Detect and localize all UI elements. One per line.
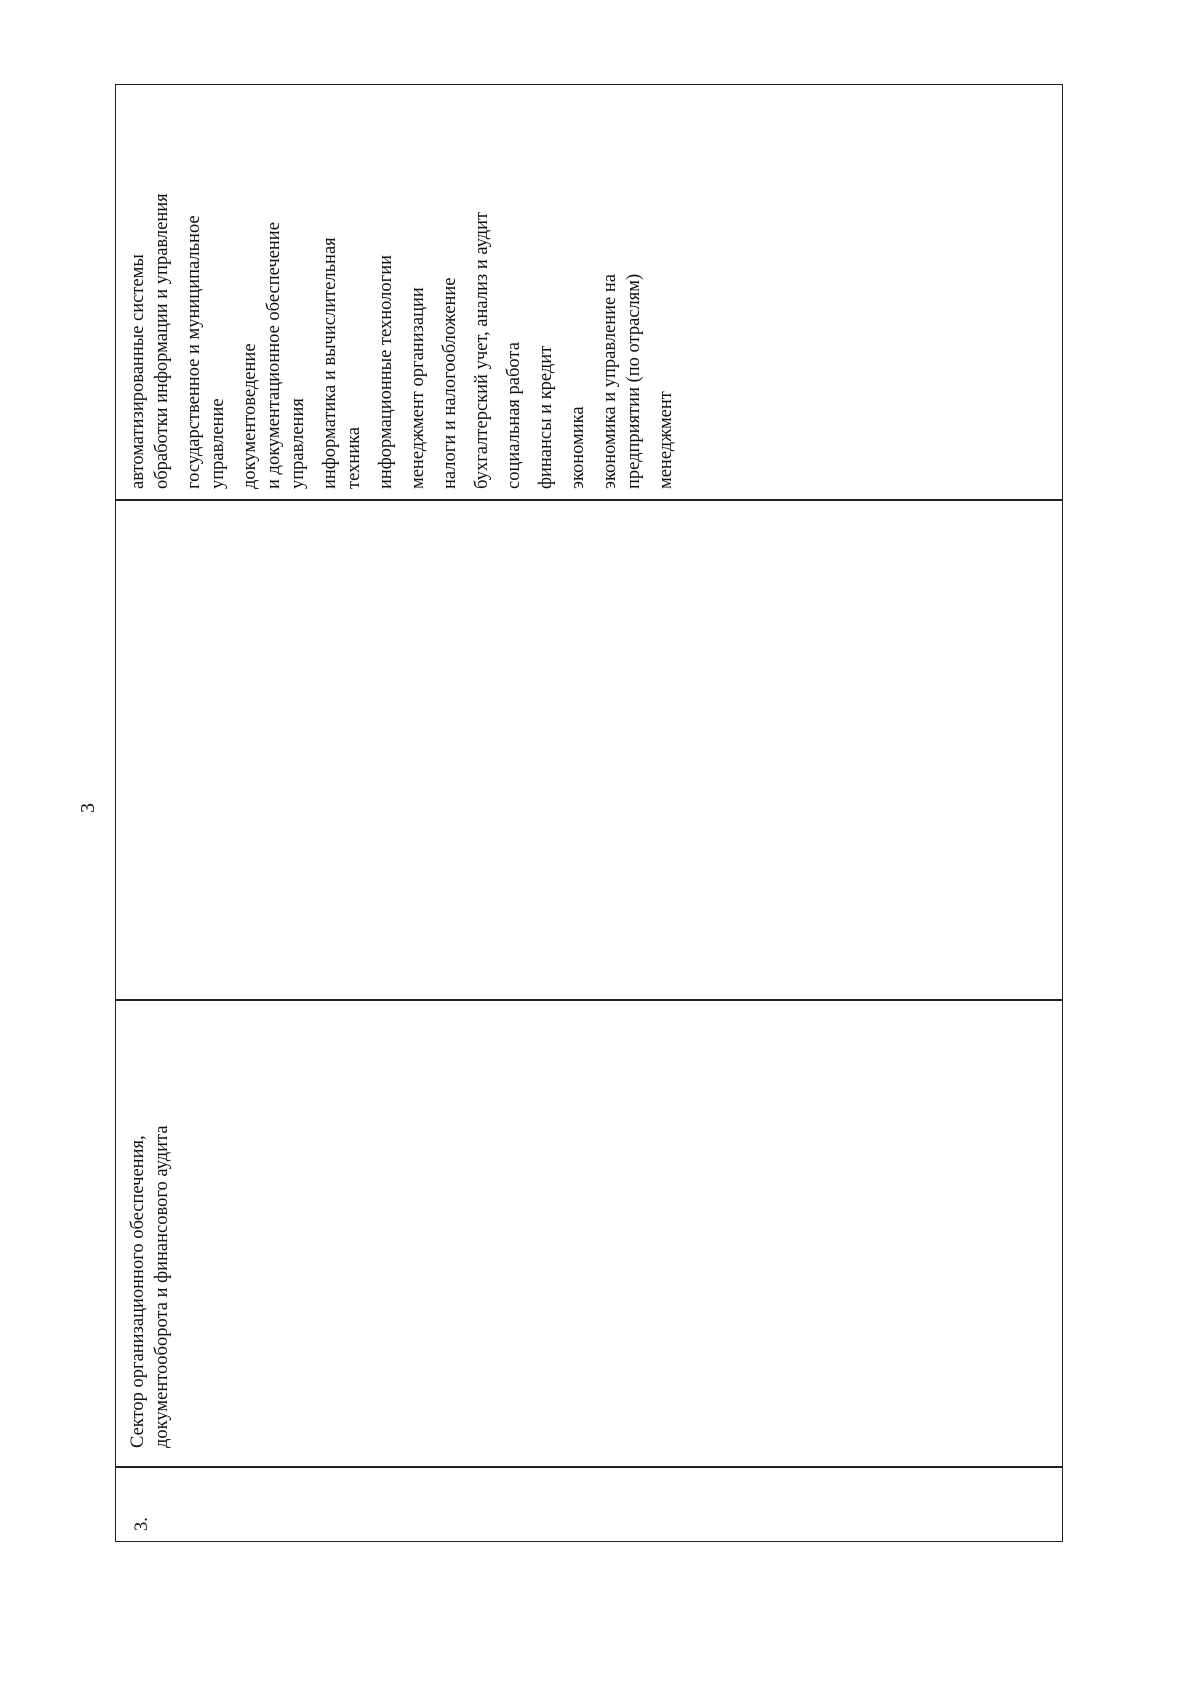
specialties-list <box>126 69 686 489</box>
page-number: 3 <box>76 803 99 813</box>
specialty-line: менеджмент организации <box>408 287 428 489</box>
specialty-item <box>598 69 646 489</box>
specialty-line: информационные технологии <box>376 255 396 489</box>
specialty-item <box>566 69 590 489</box>
positions-table <box>115 84 1063 1542</box>
unit-name-line: документооборота и финансового аудита <box>152 1125 172 1448</box>
table-row-divider <box>116 499 1062 501</box>
specialty-line: экономика <box>568 406 588 489</box>
row-number: 3. <box>132 1517 152 1531</box>
specialty-item <box>438 69 462 489</box>
specialty-line: документоведение <box>240 343 260 489</box>
specialty-item <box>182 69 230 489</box>
specialty-item <box>126 69 174 489</box>
specialty-line: менеджмент <box>656 391 676 489</box>
specialty-item <box>502 69 526 489</box>
specialty-item <box>654 69 678 489</box>
specialty-line: экономика и управление на <box>600 273 620 489</box>
specialty-item <box>470 69 494 489</box>
table-row-divider <box>116 1466 1062 1468</box>
specialty-line: бухгалтерский учет, анализ и аудит <box>472 211 492 489</box>
specialty-item <box>238 69 310 489</box>
specialty-line: финансы и кредит <box>536 345 556 489</box>
specialty-line: автоматизированные системы <box>128 254 148 489</box>
specialty-item <box>318 69 366 489</box>
unit-name-line: Сектор организационного обеспечения, <box>128 1135 148 1448</box>
specialty-line: государственное и муниципальное <box>184 215 204 489</box>
table-row-divider <box>116 999 1062 1001</box>
specialty-line: техника <box>344 426 364 489</box>
specialty-line: социальная работа <box>504 342 524 489</box>
specialty-line: и документационное обеспечение <box>264 222 284 489</box>
specialty-line: управление <box>208 398 228 489</box>
specialty-line: информатика и вычислительная <box>320 237 340 489</box>
specialty-line: управления <box>288 398 308 489</box>
specialty-line: обработки информации и управления <box>152 193 172 489</box>
unit-name <box>126 1125 174 1448</box>
specialty-line: предприятии (по отраслям) <box>624 273 644 489</box>
specialty-item <box>406 69 430 489</box>
specialty-line: налоги и налогообложение <box>440 277 460 489</box>
specialty-item <box>534 69 558 489</box>
specialty-item <box>374 69 398 489</box>
